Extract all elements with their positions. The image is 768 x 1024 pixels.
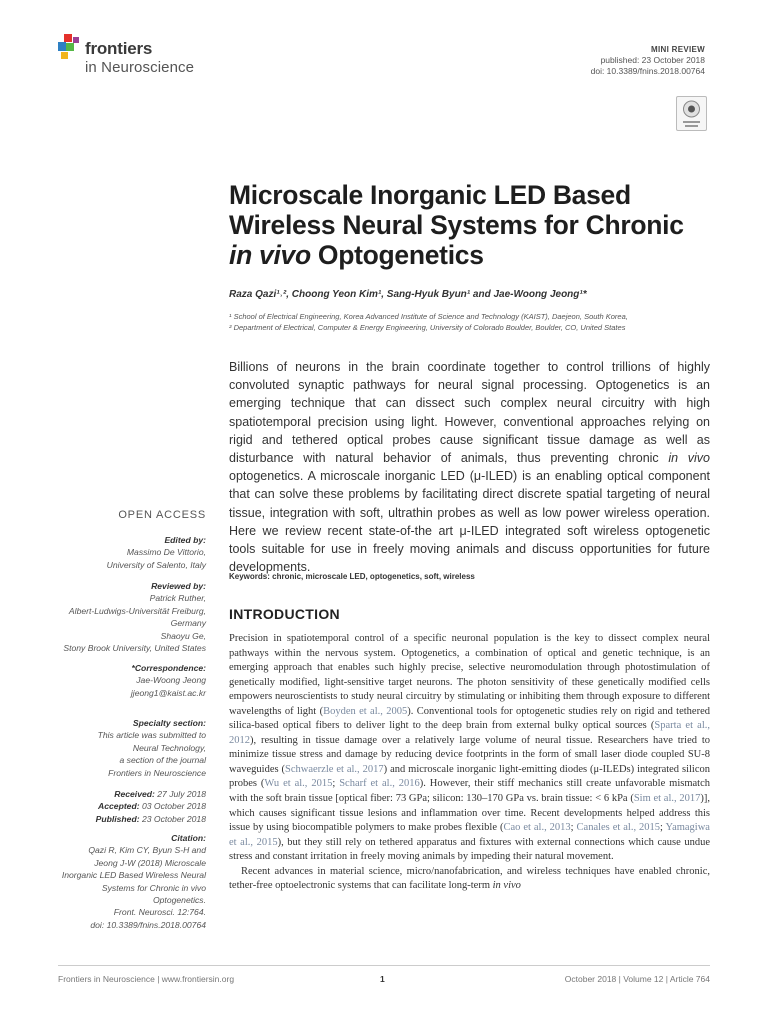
editor-name[interactable]: Massimo De Vittorio,: [126, 547, 206, 558]
article-type: MINI REVIEW: [651, 45, 705, 54]
intro-text-segment: ;: [332, 778, 340, 790]
citation-line: Systems for Chronic in vivo: [101, 882, 206, 893]
title-line-3-rest: Optogenetics: [310, 240, 484, 270]
citation-link[interactable]: Scharf et al., 2016: [339, 778, 420, 790]
citation-link[interactable]: Canales et al., 2015: [576, 822, 661, 834]
journal-logo[interactable]: [58, 34, 238, 80]
author-list[interactable]: Raza Qazi¹˒², Choong Yeon Kim¹, Sang-Hyuk Byun¹ and Jae-Woong Jeong¹*: [229, 289, 587, 300]
citation-line: Jeong J-W (2018) Microscale: [94, 857, 206, 868]
footer-divider: [58, 965, 710, 966]
section-heading-introduction: INTRODUCTION: [229, 606, 340, 622]
affiliation-1: ¹ School of Electrical Engineering, Korea Advanced Institute of Science and Technology (KAIST), Daejeon, South Korea,: [229, 312, 628, 321]
check-updates-icon: [677, 97, 706, 130]
title-italic: in vivo: [229, 240, 311, 270]
citation-block: [62, 832, 206, 931]
citation-link[interactable]: Sparta et al., 2012: [229, 720, 710, 746]
intro-text-segment: ) and microscale inorganic light-emitting diodes (μ-ILEDs) integrated silicon probes (: [229, 763, 710, 790]
affiliations: [229, 311, 709, 333]
citation-link[interactable]: Wu et al., 2015: [264, 778, 333, 790]
received-label: Received:: [114, 789, 155, 799]
intro-text-segment: ;: [570, 822, 577, 834]
specialty-line: Neural Technology,: [132, 742, 206, 753]
citation-link[interactable]: Cao et al., 2013: [503, 822, 571, 834]
intro-text-segment: ), resulting in tissue damage over a relatively large volume of neural tissue. Researchers have tried to minimize tissue stress and damage by reducing device footprints in the form of small laser diode coupled SU-8 waveguides (: [229, 734, 710, 775]
article-title: [229, 180, 719, 270]
reviewer-1-name[interactable]: Patrick Ruther,: [149, 593, 206, 604]
intro-paragraph-1: [229, 632, 710, 865]
citation-line: Inorganic LED Based Wireless Neural: [61, 870, 206, 881]
citation-link[interactable]: Schwaerzle et al., 2017: [285, 763, 384, 775]
accepted-date: 03 October 2018: [139, 801, 206, 812]
frontiers-logo-icon: [58, 34, 80, 60]
intro-text-segment: Precision in spatiotemporal control of a specific neuronal population is the key to dissect complex neural pathways within the nervous system. Optogenetics, a combination of optical and genetic technique, is an emerging approach that enables such highly precise, selective neuromodulation through photostimulation of genetically modified, light-sensitive target neurons. The photon sensitivity of these genetically modified cells empowers neuroscientists to study neural circuitry by stimulating or inhibiting them through exposure to different wavelengths of light (: [229, 633, 710, 717]
published-label: Published:: [95, 813, 140, 824]
published-sidebar-date: 23 October 2018: [139, 813, 206, 824]
page-number: 1: [380, 974, 385, 984]
accepted-label: Accepted:: [98, 801, 140, 812]
correspondence-name: Jae-Woong Jeong: [136, 675, 206, 686]
edited-by-label: Edited by:: [164, 535, 206, 545]
reviewer-2-name[interactable]: Shaoyu Ge,: [160, 630, 206, 641]
article-doi: doi: 10.3389/fnins.2018.00764: [590, 66, 705, 76]
published-date: published: 23 October 2018: [600, 55, 705, 65]
journal-name-primary: frontiers: [85, 39, 153, 58]
reviewed-by-block: [63, 580, 206, 654]
citation-doi-link[interactable]: doi: 10.3389/fnins.2018.00764: [90, 919, 206, 930]
reviewer-1-affiliation: Albert-Ludwigs-Universität Freiburg,: [68, 605, 206, 616]
intro-p2-italic: in vivo: [492, 880, 521, 892]
check-for-updates-button[interactable]: [676, 96, 707, 131]
intro-paragraph-2: [229, 865, 710, 894]
intro-text-segment: )], which causes significant tissue lesions and inflammation over time. Recent developments helped address this issue by using biocompatible polymers to make probes flexible (: [229, 793, 710, 834]
intro-text-segment: ;: [660, 822, 666, 834]
journal-name-secondary: in Neuroscience: [85, 59, 195, 76]
footer-journal-link[interactable]: Frontiers in Neuroscience | www.frontiersin.org: [58, 974, 235, 984]
correspondence-email-link[interactable]: jjeong1@kaist.ac.kr: [130, 687, 206, 698]
specialty-line: a section of the journal: [119, 755, 206, 766]
specialty-section-block: [98, 717, 206, 779]
specialty-line: This article was submitted to: [97, 730, 206, 741]
intro-text-segment: ). Conventional tools for optogenetic studies rely on rigid and tethered silica-based optical fibers to deliver light to the deep brain from external bulky optical sources (: [229, 705, 710, 732]
abstract: [229, 358, 710, 576]
title-line-1: Microscale Inorganic LED Based: [229, 180, 631, 210]
abstract-text-1: Billions of neurons in the brain coordinate together to control trillions of highly convoluted synaptic pathways for neural signal processing. Optogenetics is an emerging technique that can dissect such complex neural circuitry with high spatiotemporal precision using light. However, conventional approaches relying on rigid and tethered optical probes cause significant tissue damage as well as disturbance with natural behavior of animals, thus preventing chronic: [229, 360, 710, 466]
specialty-label: Specialty section:: [132, 718, 206, 728]
abstract-text-2: optogenetics. A microscale inorganic LED (μ-ILED) is an enabling optical component that can solve these problems by facilitating direct discrete spatial targeting of neural tissue, integration with soft, ultrathin probes as well as low power wireless operation. Here we review recent state-of-the art μ-ILED integrated soft wireless optogenetic tools suitable for use in freely moving animals and discuss opportunities for future developments.: [229, 469, 710, 575]
citation-line: Optogenetics.: [152, 895, 206, 906]
abstract-italic: in vivo: [668, 451, 710, 466]
reviewer-1-country: Germany: [170, 618, 206, 629]
citation-line: Front. Neurosci. 12:764.: [113, 907, 206, 918]
title-line-2: Wireless Neural Systems for Chronic: [229, 210, 684, 240]
intro-text-segment: ), but they still rely on tethered apparatus and fixtures with external connections which cause undue stress and constant irritation in freely moving animals by impeding their natural movement.: [229, 836, 711, 863]
citation-label: Citation:: [171, 833, 206, 843]
citation-link[interactable]: Boyden et al., 2005: [323, 705, 408, 717]
citation-link[interactable]: Yamagiwa et al., 2015: [229, 822, 710, 848]
citation-line: Qazi R, Kim CY, Byun S-H and: [88, 845, 206, 856]
intro-text-segment: ). However, their stiff mechanics still create unfavorable mismatch with the soft brain tissue [optical fiber: 73 GPa; silicon: 130–170 GPa vs. brain tissue: < 6 kPa (: [229, 778, 710, 805]
article-meta-header: [591, 44, 705, 77]
footer-issue-info: October 2018 | Volume 12 | Article 764: [564, 974, 710, 984]
correspondence-block: [131, 662, 206, 699]
affiliation-2: ² Department of Electrical, Computer & Energy Engineering, University of Colorado Boulder, Boulder, CO, United States: [229, 323, 626, 332]
editor-affiliation: University of Salento, Italy: [106, 559, 206, 570]
introduction-body: [229, 632, 710, 894]
dates-block: [96, 788, 206, 825]
specialty-line: Frontiers in Neuroscience: [108, 767, 206, 778]
intro-p2-text: Recent advances in material science, micro/nanofabrication, and wireless techniques have enabled chronic, tether-free optoelectronic systems that can facilitate long-term: [229, 865, 710, 892]
correspondence-label: *Correspondence:: [131, 663, 206, 673]
received-date: 27 July 2018: [154, 789, 206, 799]
open-access-label: OPEN ACCESS: [118, 509, 206, 521]
reviewed-by-label: Reviewed by:: [151, 581, 206, 591]
keywords: Keywords: chronic, microscale LED, optogenetics, soft, wireless: [229, 572, 475, 581]
citation-link[interactable]: Sim et al., 2017: [633, 793, 701, 805]
edited-by-block: [107, 534, 206, 571]
reviewer-2-affiliation: Stony Brook University, United States: [63, 643, 206, 654]
title-line-3: [229, 240, 719, 270]
